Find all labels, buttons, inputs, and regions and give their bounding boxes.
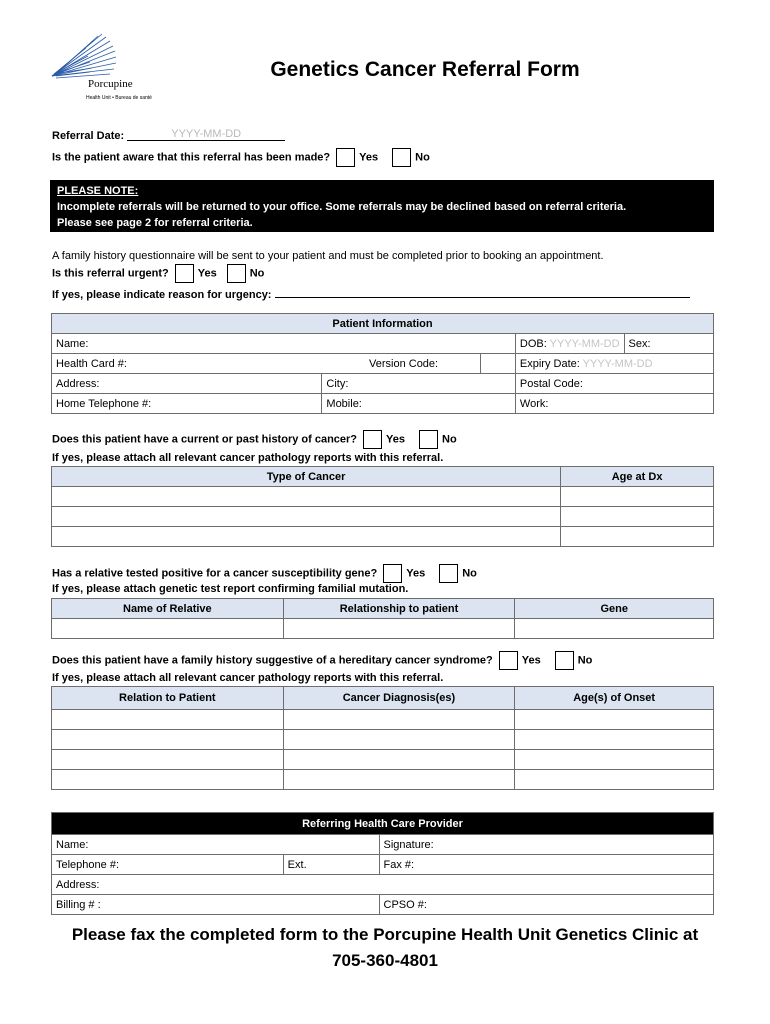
fax-instructions (0, 922, 770, 974)
provider-telephone-field[interactable] (52, 855, 284, 875)
age-at-dx-cell[interactable] (561, 527, 714, 547)
provider-fax-field[interactable] (379, 855, 713, 875)
billing-field[interactable] (52, 895, 380, 915)
expiry-date-field[interactable] (515, 354, 713, 374)
dob-label: DOB: (519, 337, 547, 350)
relation-cell[interactable] (52, 730, 284, 750)
gene-cell[interactable] (515, 619, 714, 639)
col-gene: Gene (515, 599, 714, 619)
diagnosis-cell[interactable] (283, 710, 515, 730)
referral-date-field[interactable] (127, 128, 285, 141)
dob-placeholder: YYYY-MM-DD (549, 337, 620, 350)
patient-aware-yes-label: Yes (359, 151, 379, 164)
col-cancer-diagnosis: Cancer Diagnosis(es) (283, 687, 515, 710)
postal-label: Postal Code: (519, 377, 583, 390)
patient-aware-no-label: No (415, 151, 430, 164)
relation-cell[interactable] (52, 750, 284, 770)
age-at-dx-cell[interactable] (561, 487, 714, 507)
signature-label: Signature: (383, 838, 434, 851)
postal-code-field[interactable] (515, 374, 713, 394)
work-field[interactable] (515, 394, 713, 414)
cancer-history-instruction: If yes, please attach all relevant cancer pathology reports with this referral. (52, 452, 444, 464)
patient-sex-field[interactable] (624, 334, 713, 354)
cpso-label: CPSO #: (383, 898, 427, 911)
urgency-reason-field[interactable] (275, 285, 690, 298)
urgency-reason-row (52, 285, 690, 301)
cancer-type-table (51, 466, 714, 547)
patient-aware-row (52, 148, 430, 167)
work-label: Work: (519, 397, 549, 410)
onset-cell[interactable] (515, 710, 714, 730)
relative-tested-yes-label: Yes (406, 567, 426, 580)
page-title: Genetics Cancer Referral Form (270, 58, 580, 81)
relative-name-cell[interactable] (52, 619, 284, 639)
onset-cell[interactable] (515, 730, 714, 750)
city-label: City: (326, 377, 349, 390)
relation-cell[interactable] (52, 710, 284, 730)
urgent-no-checkbox[interactable] (227, 264, 246, 283)
cancer-type-cell[interactable] (52, 487, 561, 507)
provider-address-label: Address: (56, 878, 100, 891)
note-line-2: Please see page 2 for referral criteria. (57, 217, 253, 229)
provider-ext-field[interactable] (283, 855, 379, 875)
age-at-dx-cell[interactable] (561, 507, 714, 527)
logo-subtitle: Health Unit • Bureau de santé (86, 95, 152, 101)
cancer-history-row (52, 430, 457, 449)
relative-tested-question: Has a relative tested positive for a cancer susceptibility gene? (52, 567, 378, 580)
patient-info-header: Patient Information (52, 314, 714, 334)
onset-cell[interactable] (515, 750, 714, 770)
patient-aware-no-checkbox[interactable] (392, 148, 411, 167)
cancer-history-yes-label: Yes (386, 433, 405, 446)
health-card-label: Health Card #: (56, 357, 127, 370)
urgent-row (52, 264, 264, 283)
mobile-label: Mobile: (326, 397, 362, 410)
provider-name-field[interactable] (52, 835, 380, 855)
cancer-history-yes-checkbox[interactable] (363, 430, 382, 449)
patient-dob-field[interactable] (515, 334, 624, 354)
family-history-yes-label: Yes (521, 654, 541, 667)
urgent-question: Is this referral urgent? (52, 267, 169, 280)
ext-label: Ext. (287, 858, 307, 871)
relative-tested-row (52, 564, 477, 583)
questionnaire-text: A family history questionnaire will be sent to your patient and must be completed prior to booking an appointment. (52, 250, 604, 262)
version-code-label: Version Code: (369, 358, 439, 370)
fax-number: 705-360-4801 (332, 951, 438, 970)
mobile-field[interactable] (322, 394, 515, 414)
cancer-type-cell[interactable] (52, 527, 561, 547)
col-relationship: Relationship to patient (283, 599, 515, 619)
sex-label: Sex: (628, 337, 651, 350)
cancer-history-no-label: No (442, 433, 457, 446)
cancer-history-question: Does this patient have a current or past history of cancer? (52, 433, 358, 446)
family-history-no-label: No (577, 654, 593, 667)
provider-header: Referring Health Care Provider (52, 813, 714, 835)
telephone-label: Telephone #: (56, 858, 119, 871)
provider-name-label: Name: (56, 838, 89, 851)
address-label: Address: (56, 377, 100, 390)
patient-address-field[interactable] (52, 374, 322, 394)
family-history-row (52, 651, 592, 670)
urgent-yes-checkbox[interactable] (175, 264, 194, 283)
billing-label: Billing # : (56, 898, 101, 911)
family-history-yes-checkbox[interactable] (499, 651, 518, 670)
fax-label: Fax #: (383, 858, 415, 871)
col-age-of-onset: Age(s) of Onset (515, 687, 714, 710)
diagnosis-cell[interactable] (283, 770, 515, 790)
relative-tested-yes-checkbox[interactable] (383, 564, 402, 583)
provider-signature-field[interactable] (379, 835, 713, 855)
fax-instruction-line: Please fax the completed form to the Porcupine Health Unit Genetics Clinic at (71, 925, 699, 944)
patient-aware-question: Is the patient aware that this referral has been made? (52, 151, 331, 164)
provider-table (51, 812, 714, 915)
expiry-label: Expiry Date: (519, 357, 580, 370)
version-code-field[interactable] (480, 354, 515, 374)
relative-tested-no-checkbox[interactable] (439, 564, 458, 583)
home-tel-label: Home Telephone #: (56, 397, 152, 410)
relationship-cell[interactable] (283, 619, 515, 639)
relative-tested-instruction: If yes, please attach genetic test report confirming familial mutation. (52, 583, 409, 595)
family-history-table (51, 686, 714, 790)
patient-aware-yes-checkbox[interactable] (336, 148, 355, 167)
city-field[interactable] (322, 374, 515, 394)
patient-name-field[interactable] (52, 334, 516, 354)
patient-name-label: Name: (56, 337, 89, 350)
diagnosis-cell[interactable] (283, 750, 515, 770)
expiry-placeholder: YYYY-MM-DD (582, 357, 653, 370)
family-history-no-checkbox[interactable] (555, 651, 574, 670)
urgency-reason-label: If yes, please indicate reason for urgency: (52, 289, 272, 301)
note-line-1: Incomplete referrals will be returned to your office. Some referrals may be declined based on referral criteria. (57, 201, 627, 213)
family-history-instruction: If yes, please attach all relevant cancer pathology reports with this referral. (52, 672, 444, 684)
cancer-type-cell[interactable] (52, 507, 561, 527)
onset-cell[interactable] (515, 770, 714, 790)
logo-name: Porcupine (88, 78, 133, 90)
cpso-field[interactable] (379, 895, 713, 915)
col-name-of-relative: Name of Relative (52, 599, 284, 619)
referral-date-label: Referral Date: (52, 130, 128, 142)
diagnosis-cell[interactable] (283, 730, 515, 750)
family-history-question: Does this patient have a family history suggestive of a hereditary cancer syndrome? (52, 654, 493, 667)
relative-tested-no-label: No (462, 567, 477, 580)
col-relation-to-patient: Relation to Patient (52, 687, 284, 710)
urgent-no-label: No (249, 267, 265, 280)
relative-gene-table (51, 598, 714, 639)
col-type-of-cancer: Type of Cancer (52, 467, 561, 487)
urgent-yes-label: Yes (197, 267, 217, 280)
cancer-history-no-checkbox[interactable] (419, 430, 438, 449)
referral-date-row (52, 130, 285, 143)
please-note-box (50, 180, 714, 232)
referral-date-placeholder: YYYY-MM-DD (171, 128, 242, 140)
col-age-at-dx: Age at Dx (561, 467, 714, 487)
provider-address-field[interactable] (52, 875, 714, 895)
relation-cell[interactable] (52, 770, 284, 790)
note-heading: PLEASE NOTE: (57, 185, 139, 197)
home-telephone-field[interactable] (52, 394, 322, 414)
